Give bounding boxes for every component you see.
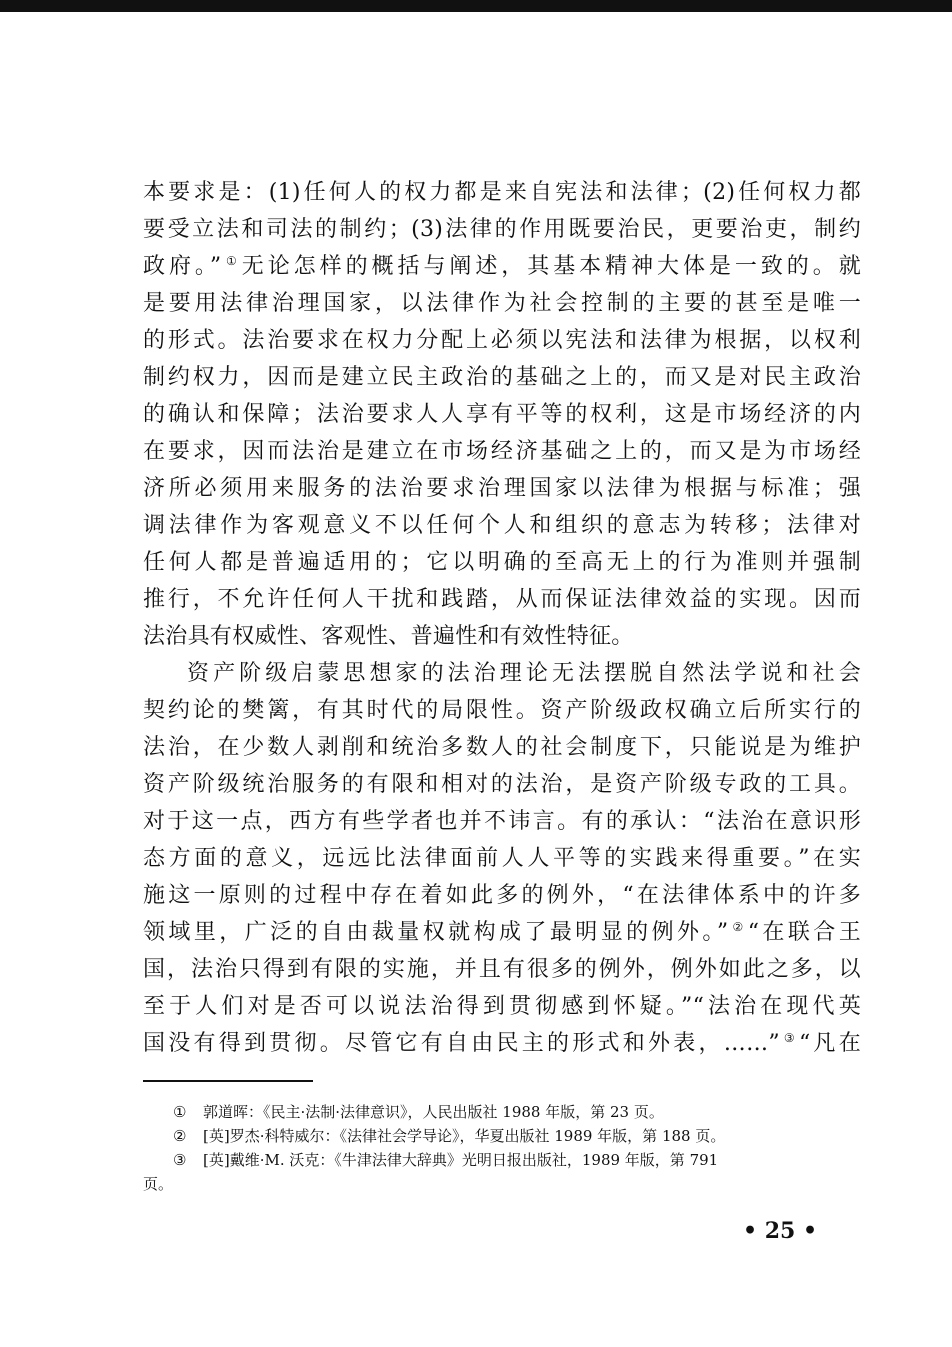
footnote-mark: ② [173,1127,187,1145]
text-line: 本要求是：(1)任何人的权力都是来自宪法和法律；(2)任何权力都 [143,180,861,205]
text-line [143,248,861,285]
text-line: 对于这一点，西方有些学者也并不讳言。有的承认：“法治在意识形 [143,809,861,834]
footnote-2 [143,1124,863,1148]
text-line: 法治，在少数人剥削和统治多数人的社会制度下，只能说是为维护 [143,735,861,760]
text-line: 调法律作为客观意义不以任何个人和组织的意志为转移；法律对 [143,513,861,538]
text-line: 国，法治只得到有限的实施，并且有很多的例外，例外如此之多，以 [143,957,861,982]
text-line: 的形式。法治要求在权力分配上必须以宪法和法律为根据，以权利 [143,328,861,353]
text-line: 法治具有权威性、客观性、普遍性和有效性特征。 [143,624,634,649]
text-line: 至于人们对是否可以说法治得到贯彻感到怀疑。”“法治在现代英 [143,994,861,1019]
footnote-3-continuation [143,1172,863,1196]
text-segment: 无论怎样的概括与阐述，其基本精神大体是一致的。就 [241,254,861,279]
text-line [143,1025,861,1062]
text-segment: “在联合王 [747,920,862,945]
footnote-text: [英]罗杰·科特威尔：《法律社会学导论》，华夏出版社 1989 年版，第 188 页。 [203,1127,726,1145]
text-line: 施这一原则的过程中存在着如此多的例外，“在法律体系中的许多 [143,883,861,908]
paragraph-start-line: 资产阶级启蒙思想家的法治理论无法摆脱自然法学说和社会 [187,661,861,686]
text-line: 契约论的樊篱，有其时代的局限性。资产阶级政权确立后所实行的 [143,698,861,723]
footnote-3 [143,1148,863,1172]
footnote-mark: ① [173,1103,187,1121]
top-border-rule [0,0,952,12]
text-line: 济所必须用来服务的法治要求治理国家以法律为根据与标准；强 [143,476,861,501]
text-line [143,914,861,951]
footnote-text: [英]戴维·M. 沃克：《牛津法律大辞典》光明日报出版社，1989 年版，第 791 [203,1151,719,1169]
text-segment: 政府。” [143,254,222,279]
text-line: 态方面的意义，远远比法律面前人人平等的实践来得重要。”在实 [143,846,861,871]
text-line: 要受立法和司法的制约；(3)法律的作用既要治民，更要治吏，制约 [143,217,861,242]
footnote-1 [143,1100,863,1124]
footnote-separator [143,1080,313,1082]
footnote-ref-2: ② [729,919,747,934]
text-line: 推行，不允许任何人干扰和践踏，从而保证法律效益的实现。因而 [143,587,861,612]
text-line: 在要求，因而法治是建立在市场经济基础之上的，而又是为市场经 [143,439,861,464]
text-segment: “凡在 [798,1031,861,1056]
footnote-mark: ③ [173,1151,187,1169]
text-line: 任何人都是普遍适用的；它以明确的至高无上的行为准则并强制 [143,550,861,575]
text-line: 是要用法律治理国家，以法律作为社会控制的主要的甚至是唯一 [143,291,861,316]
body-text [143,174,861,1062]
footnote-text: 页。 [143,1175,174,1193]
page-number: • 25 • [742,1218,818,1244]
text-segment: 领域里，广泛的自由裁量权就构成了最明显的例外。” [143,920,729,945]
text-segment: 国没有得到贯彻。尽管它有自由民主的形式和外表，……” [143,1031,780,1056]
text-line: 制约权力，因而是建立民主政治的基础之上的，而又是对民主政治 [143,365,861,390]
footnote-ref-1: ① [222,253,241,268]
footnote-ref-3: ③ [780,1030,798,1045]
text-line: 资产阶级统治服务的有限和相对的法治，是资产阶级专政的工具。 [143,772,861,797]
text-line: 的确认和保障；法治要求人人享有平等的权利，这是市场经济的内 [143,402,861,427]
footnotes [143,1100,863,1196]
footnote-text: 郭道晖：《民主·法制·法律意识》，人民出版社 1988 年版，第 23 页。 [203,1103,664,1121]
